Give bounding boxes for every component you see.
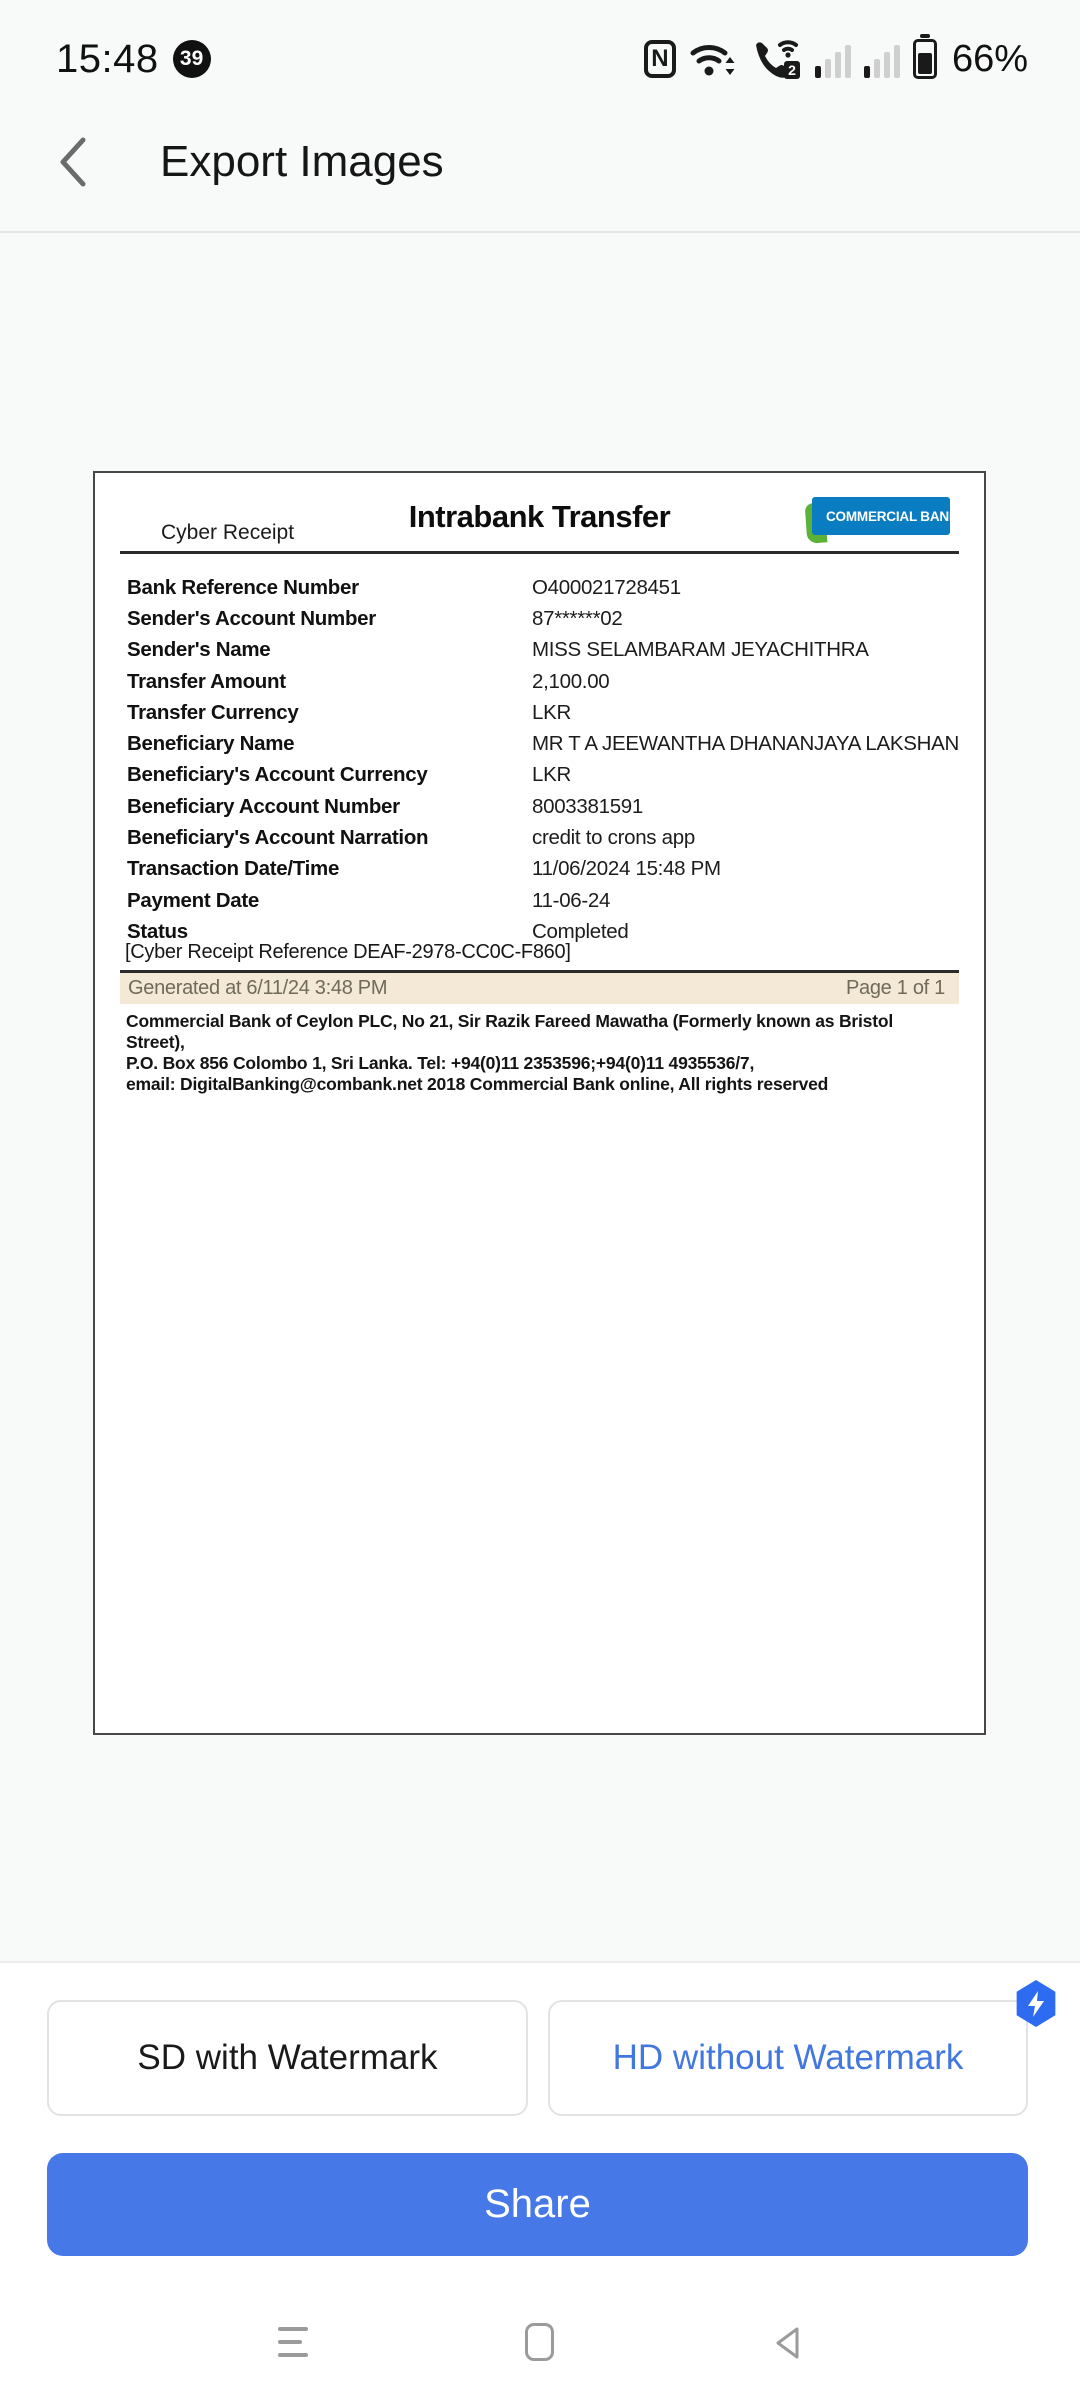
field-value: 8003381591 [532, 794, 644, 818]
status-bar [0, 0, 1080, 92]
receipt-preview[interactable] [93, 471, 986, 1735]
field-label: Transfer Currency [127, 700, 299, 724]
page-indicator: Page 1 of 1 [845, 977, 945, 999]
receipt-field-row [127, 760, 964, 791]
battery-percent: 66% [951, 37, 1028, 80]
field-label: Beneficiary's Account Currency [127, 763, 428, 787]
sd-with-watermark-button[interactable]: SD with Watermark [47, 2000, 528, 2116]
receipt-doc-type: Cyber Receipt [161, 521, 295, 544]
svg-text:2: 2 [788, 62, 796, 78]
receipt-field-row [127, 822, 964, 853]
field-value: MR T A JEEWANTHA DHANANJAYA LAKSHAN [532, 732, 959, 756]
field-label: Sender's Name [127, 638, 271, 662]
field-value: MISS SELAMBARAM JEYACHITHRA [532, 638, 869, 662]
field-value: 87******02 [532, 606, 623, 630]
back-triangle-icon [772, 2325, 804, 2361]
field-value: credit to crons app [532, 826, 695, 850]
footer-line: Commercial Bank of Ceylon PLC, No 21, Sir Razik Fareed Mawatha (Formerly known as Bristol Street), [126, 1011, 893, 1052]
battery-icon [913, 39, 937, 79]
receipt-field-row [127, 854, 964, 885]
receipt-field-row [127, 572, 964, 603]
field-value: LKR [532, 763, 571, 787]
share-button[interactable]: Share [47, 2153, 1028, 2256]
lightning-bolt-icon [1025, 1990, 1047, 2018]
nav-back-button[interactable] [772, 2325, 804, 2366]
field-label: Beneficiary Account Number [127, 794, 400, 818]
field-value: Completed [532, 919, 629, 943]
receipt-field-row [127, 697, 964, 728]
field-label: Sender's Account Number [127, 606, 376, 630]
chevron-left-icon [56, 134, 90, 190]
commercial-bank-logo [810, 497, 959, 539]
nav-menu-button[interactable] [278, 2327, 308, 2357]
back-button[interactable] [56, 132, 100, 192]
clock: 15:48 [56, 36, 159, 81]
receipt-header-rule [120, 551, 959, 554]
field-label: Transaction Date/Time [127, 857, 340, 881]
wifi-icon [689, 39, 737, 79]
receipt-fields [127, 572, 964, 948]
bank-logo-text: COMMERCIAL BANK [826, 508, 959, 524]
receipt-field-row [127, 885, 964, 916]
signal-bars-sim1-icon [815, 40, 851, 78]
page-title: Export Images [160, 136, 444, 186]
receipt-field-row [127, 728, 964, 759]
app-header [0, 92, 1080, 233]
field-value: O400021728451 [532, 575, 681, 599]
receipt-field-row [127, 603, 964, 634]
receipt-title: Intrabank Transfer [408, 499, 671, 534]
field-label: Status [127, 919, 188, 943]
receipt-generated-bar [120, 970, 959, 1004]
field-label: Payment Date [127, 888, 259, 912]
receipt-field-row [127, 791, 964, 822]
field-value: 11-06-24 [532, 888, 611, 912]
field-value: LKR [532, 700, 571, 724]
status-icons [644, 37, 1028, 81]
generated-at: Generated at 6/11/24 3:48 PM [128, 977, 388, 999]
receipt-field-row [127, 635, 964, 666]
android-nav-bar [0, 2323, 1080, 2383]
footer-line: P.O. Box 856 Colombo 1, Sri Lanka. Tel: +94(0)11 2353596;+94(0)11 4935536/7, [126, 1053, 755, 1073]
export-panel [0, 1961, 1080, 2400]
receipt-footer [126, 1011, 944, 1095]
footer-line: email: DigitalBanking@combank.net 2018 Commercial Bank online, All rights reserved [126, 1074, 829, 1094]
hd-without-watermark-button[interactable]: HD without Watermark [548, 2000, 1028, 2116]
nav-home-button[interactable] [525, 2323, 554, 2361]
field-value: 2,100.00 [532, 669, 610, 693]
field-value: 11/06/2024 15:48 PM [532, 857, 721, 881]
wifi-calling-sim2-icon [750, 37, 802, 81]
notification-count-badge: 39 [173, 40, 211, 78]
field-label: Beneficiary Name [127, 732, 295, 756]
field-label: Beneficiary's Account Narration [127, 826, 429, 850]
receipt-reference: [Cyber Receipt Reference DEAF-2978-CC0C-F860] [125, 941, 571, 963]
field-label: Transfer Amount [127, 669, 286, 693]
signal-bars-sim2-icon [864, 40, 900, 78]
menu-icon [278, 2327, 308, 2331]
receipt-field-row [127, 666, 964, 697]
nfc-icon: N [644, 40, 676, 78]
field-label: Bank Reference Number [127, 575, 359, 599]
